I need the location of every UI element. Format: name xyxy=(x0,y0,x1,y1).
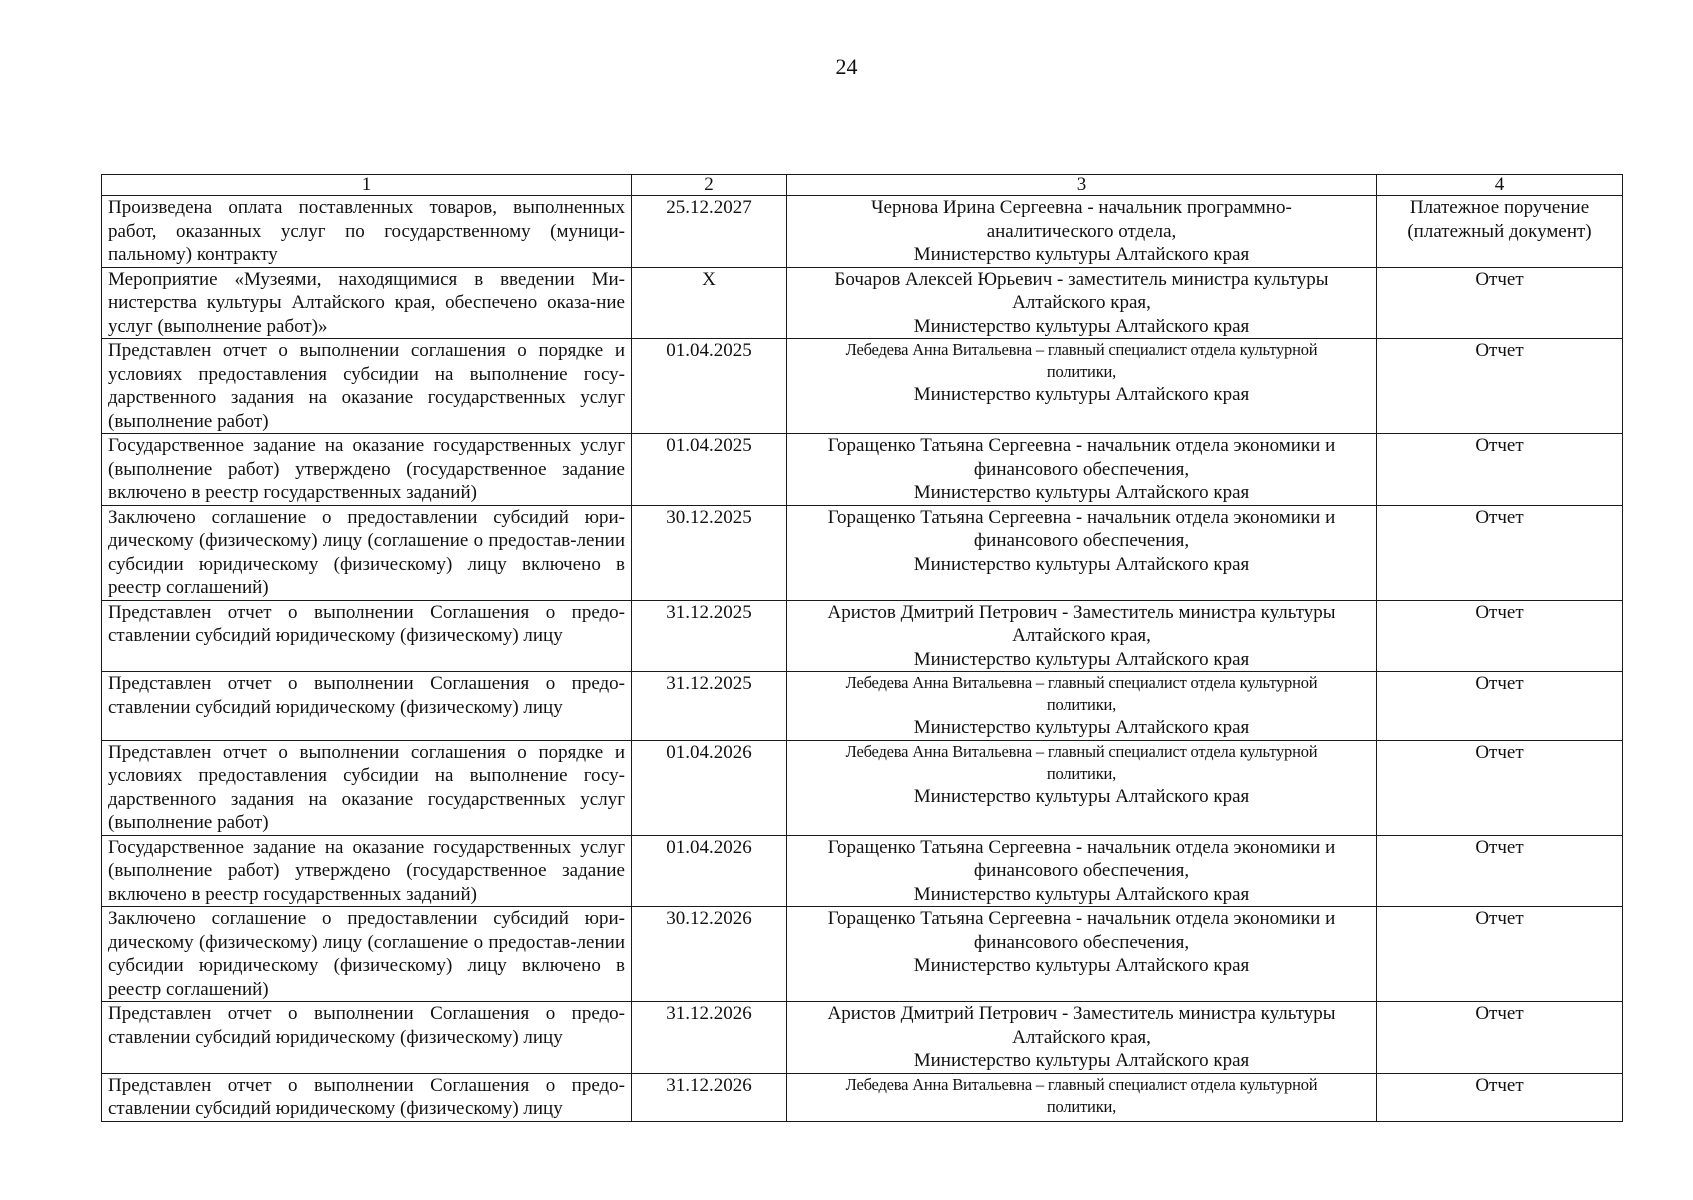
event-cell: Заключено соглашение о предоставлении субсидий юри-дическому (физическому) лицу (соглашение о предостав-лении субсидии юридическому (физическому) лицу включено в реестр соглашений) xyxy=(102,907,632,1002)
date-cell: 01.04.2026 xyxy=(632,740,787,835)
date-cell: 30.12.2025 xyxy=(632,505,787,600)
date-cell: X xyxy=(632,267,787,339)
document-cell: Отчет xyxy=(1377,672,1623,741)
responsible-line: Бочаров Алексей Юрьевич - заместитель министра культуры xyxy=(834,268,1329,290)
responsible-line: Министерство культуры Алтайского края xyxy=(913,384,1250,405)
responsible-line: Министерство культуры Алтайского края xyxy=(913,244,1250,265)
responsible-line: финансового обеспечения, xyxy=(973,530,1190,551)
table-row xyxy=(102,740,1623,835)
document-cell: Отчет xyxy=(1377,505,1623,600)
responsible-line: Горащенко Татьяна Сергеевна - начальник отдела экономики и xyxy=(827,506,1336,528)
event-cell: Представлен отчет о выполнении соглашения о порядке и условиях предоставления субсидии на выполнение госу-дарственного задания на оказание государственных услуг (выполнение работ) xyxy=(102,339,632,434)
responsible-line: Министерство культуры Алтайского края xyxy=(913,717,1250,738)
table-header-row xyxy=(102,175,1623,196)
document-cell: Отчет xyxy=(1377,339,1623,434)
responsible-line: Лебедева Анна Витальевна – главный специалист отдела культурной xyxy=(845,673,1318,692)
document-cell: Отчет xyxy=(1377,1002,1623,1074)
responsible-cell xyxy=(787,505,1377,600)
table-row xyxy=(102,672,1623,741)
event-cell: Заключено соглашение о предоставлении субсидий юри-дическому (физическому) лицу (соглашение о предостав-лении субсидии юридическому (физическому) лицу включено в реестр соглашений) xyxy=(102,505,632,600)
document-cell: Отчет xyxy=(1377,835,1623,907)
date-cell: 31.12.2025 xyxy=(632,672,787,741)
event-cell: Государственное задание на оказание государственных услуг (выполнение работ) утверждено (государственное задание включено в реестр государственных заданий) xyxy=(102,434,632,506)
event-cell: Представлен отчет о выполнении Соглашения о предо-ставлении субсидий юридическому (физическому) лицу xyxy=(102,1002,632,1074)
responsible-line: Аристов Дмитрий Петрович - Заместитель министра культуры xyxy=(827,1003,1336,1024)
event-cell: Представлен отчет о выполнении Соглашения о предо-ставлении субсидий юридическому (физическому) лицу xyxy=(102,600,632,672)
responsible-cell xyxy=(787,339,1377,434)
responsible-line: Министерство культуры Алтайского края xyxy=(913,648,1250,670)
date-cell: 01.04.2025 xyxy=(632,434,787,506)
responsible-line: Министерство культуры Алтайского края xyxy=(913,785,1250,807)
document-cell: Отчет xyxy=(1377,600,1623,672)
responsible-line: Министерство культуры Алтайского края xyxy=(913,482,1250,503)
responsible-cell xyxy=(787,267,1377,339)
responsible-line: политики, xyxy=(1046,695,1117,714)
event-cell: Представлен отчет о выполнении Соглашения о предо-ставлении субсидий юридическому (физическому) лицу xyxy=(102,1073,632,1121)
date-cell: 31.12.2025 xyxy=(632,600,787,672)
responsible-line: политики, xyxy=(1046,362,1117,381)
responsible-cell xyxy=(787,434,1377,506)
responsible-line: Алтайского края, xyxy=(1012,1026,1151,1048)
document-cell: Отчет xyxy=(1377,434,1623,506)
document-cell: Платежное поручение (платежный документ) xyxy=(1377,196,1623,268)
responsible-line: Министерство культуры Алтайского края xyxy=(913,553,1250,575)
event-cell: Представлен отчет о выполнении Соглашения о предо-ставлении субсидий юридическому (физическому) лицу xyxy=(102,672,632,741)
responsible-line: Лебедева Анна Витальевна – главный специалист отдела культурной xyxy=(845,741,1318,761)
responsible-line: Министерство культуры Алтайского края xyxy=(913,315,1250,337)
document-cell: Отчет xyxy=(1377,1073,1623,1121)
responsible-cell xyxy=(787,1002,1377,1074)
table-row xyxy=(102,339,1623,434)
table-row xyxy=(102,600,1623,672)
table-body xyxy=(102,196,1623,1122)
responsible-cell xyxy=(787,672,1377,741)
responsible-cell xyxy=(787,740,1377,835)
table-row xyxy=(102,835,1623,907)
table-row xyxy=(102,1073,1623,1121)
table-row xyxy=(102,907,1623,1002)
responsible-cell xyxy=(787,907,1377,1002)
responsible-cell xyxy=(787,600,1377,672)
responsible-line: Алтайского края, xyxy=(1012,625,1151,646)
event-cell: Государственное задание на оказание государственных услуг (выполнение работ) утверждено (государственное задание включено в реестр государственных заданий) xyxy=(102,835,632,907)
event-cell: Мероприятие «Музеями, находящимися в введении Ми-нистерства культуры Алтайского края, обеспечено оказа-ние услуг (выполнение работ)» xyxy=(102,267,632,339)
plan-table xyxy=(101,174,1623,1122)
responsible-line: политики, xyxy=(1046,1096,1117,1116)
responsible-line: Аристов Дмитрий Петрович - Заместитель министра культуры xyxy=(827,601,1336,623)
date-cell: 01.04.2026 xyxy=(632,835,787,907)
date-cell: 31.12.2026 xyxy=(632,1073,787,1121)
document-cell: Отчет xyxy=(1377,907,1623,1002)
responsible-line: Лебедева Анна Витальевна – главный специалист отдела культурной xyxy=(845,1074,1318,1094)
event-cell: Произведена оплата поставленных товаров, выполненных работ, оказанных услуг по государственному (муници-пальному) контракту xyxy=(102,196,632,268)
date-cell: 01.04.2025 xyxy=(632,339,787,434)
column-header-3: 3 xyxy=(787,175,1377,196)
responsible-line: Алтайского края, xyxy=(1012,292,1151,313)
page-number: 24 xyxy=(835,54,858,79)
responsible-line: Министерство культуры Алтайского края xyxy=(913,955,1250,976)
responsible-line: Лебедева Анна Витальевна – главный специалист отдела культурной xyxy=(845,340,1318,359)
table-row xyxy=(102,1002,1623,1074)
responsible-line: финансового обеспечения, xyxy=(973,931,1190,953)
responsible-cell xyxy=(787,1073,1377,1121)
table-row xyxy=(102,196,1623,268)
date-cell: 31.12.2026 xyxy=(632,1002,787,1074)
document-cell: Отчет xyxy=(1377,740,1623,835)
column-header-1: 1 xyxy=(102,175,632,196)
date-cell: 25.12.2027 xyxy=(632,196,787,268)
responsible-line: Горащенко Татьяна Сергеевна - начальник отдела экономики и xyxy=(827,435,1336,456)
table-row xyxy=(102,505,1623,600)
table-row xyxy=(102,434,1623,506)
responsible-line: Министерство культуры Алтайского края xyxy=(913,883,1250,905)
column-header-4: 4 xyxy=(1377,175,1623,196)
responsible-line: Горащенко Татьяна Сергеевна - начальник отдела экономики и xyxy=(827,836,1336,858)
responsible-line: политики, xyxy=(1046,763,1117,783)
responsible-line: Чернова Ирина Сергеевна - начальник программно- xyxy=(871,197,1292,218)
responsible-line: финансового обеспечения, xyxy=(973,860,1190,881)
responsible-line: Горащенко Татьяна Сергеевна - начальник отдела экономики и xyxy=(827,908,1336,929)
table-row xyxy=(102,267,1623,339)
responsible-cell xyxy=(787,196,1377,268)
date-cell: 30.12.2026 xyxy=(632,907,787,1002)
column-header-2: 2 xyxy=(632,175,787,196)
responsible-cell xyxy=(787,835,1377,907)
responsible-line: Министерство культуры Алтайского края xyxy=(913,1050,1250,1071)
document-cell: Отчет xyxy=(1377,267,1623,339)
event-cell: Представлен отчет о выполнении соглашения о порядке и условиях предоставления субсидии на выполнение госу-дарственного задания на оказание государственных услуг (выполнение работ) xyxy=(102,740,632,835)
responsible-line: финансового обеспечения, xyxy=(973,458,1190,480)
responsible-line: аналитического отдела, xyxy=(986,220,1177,242)
